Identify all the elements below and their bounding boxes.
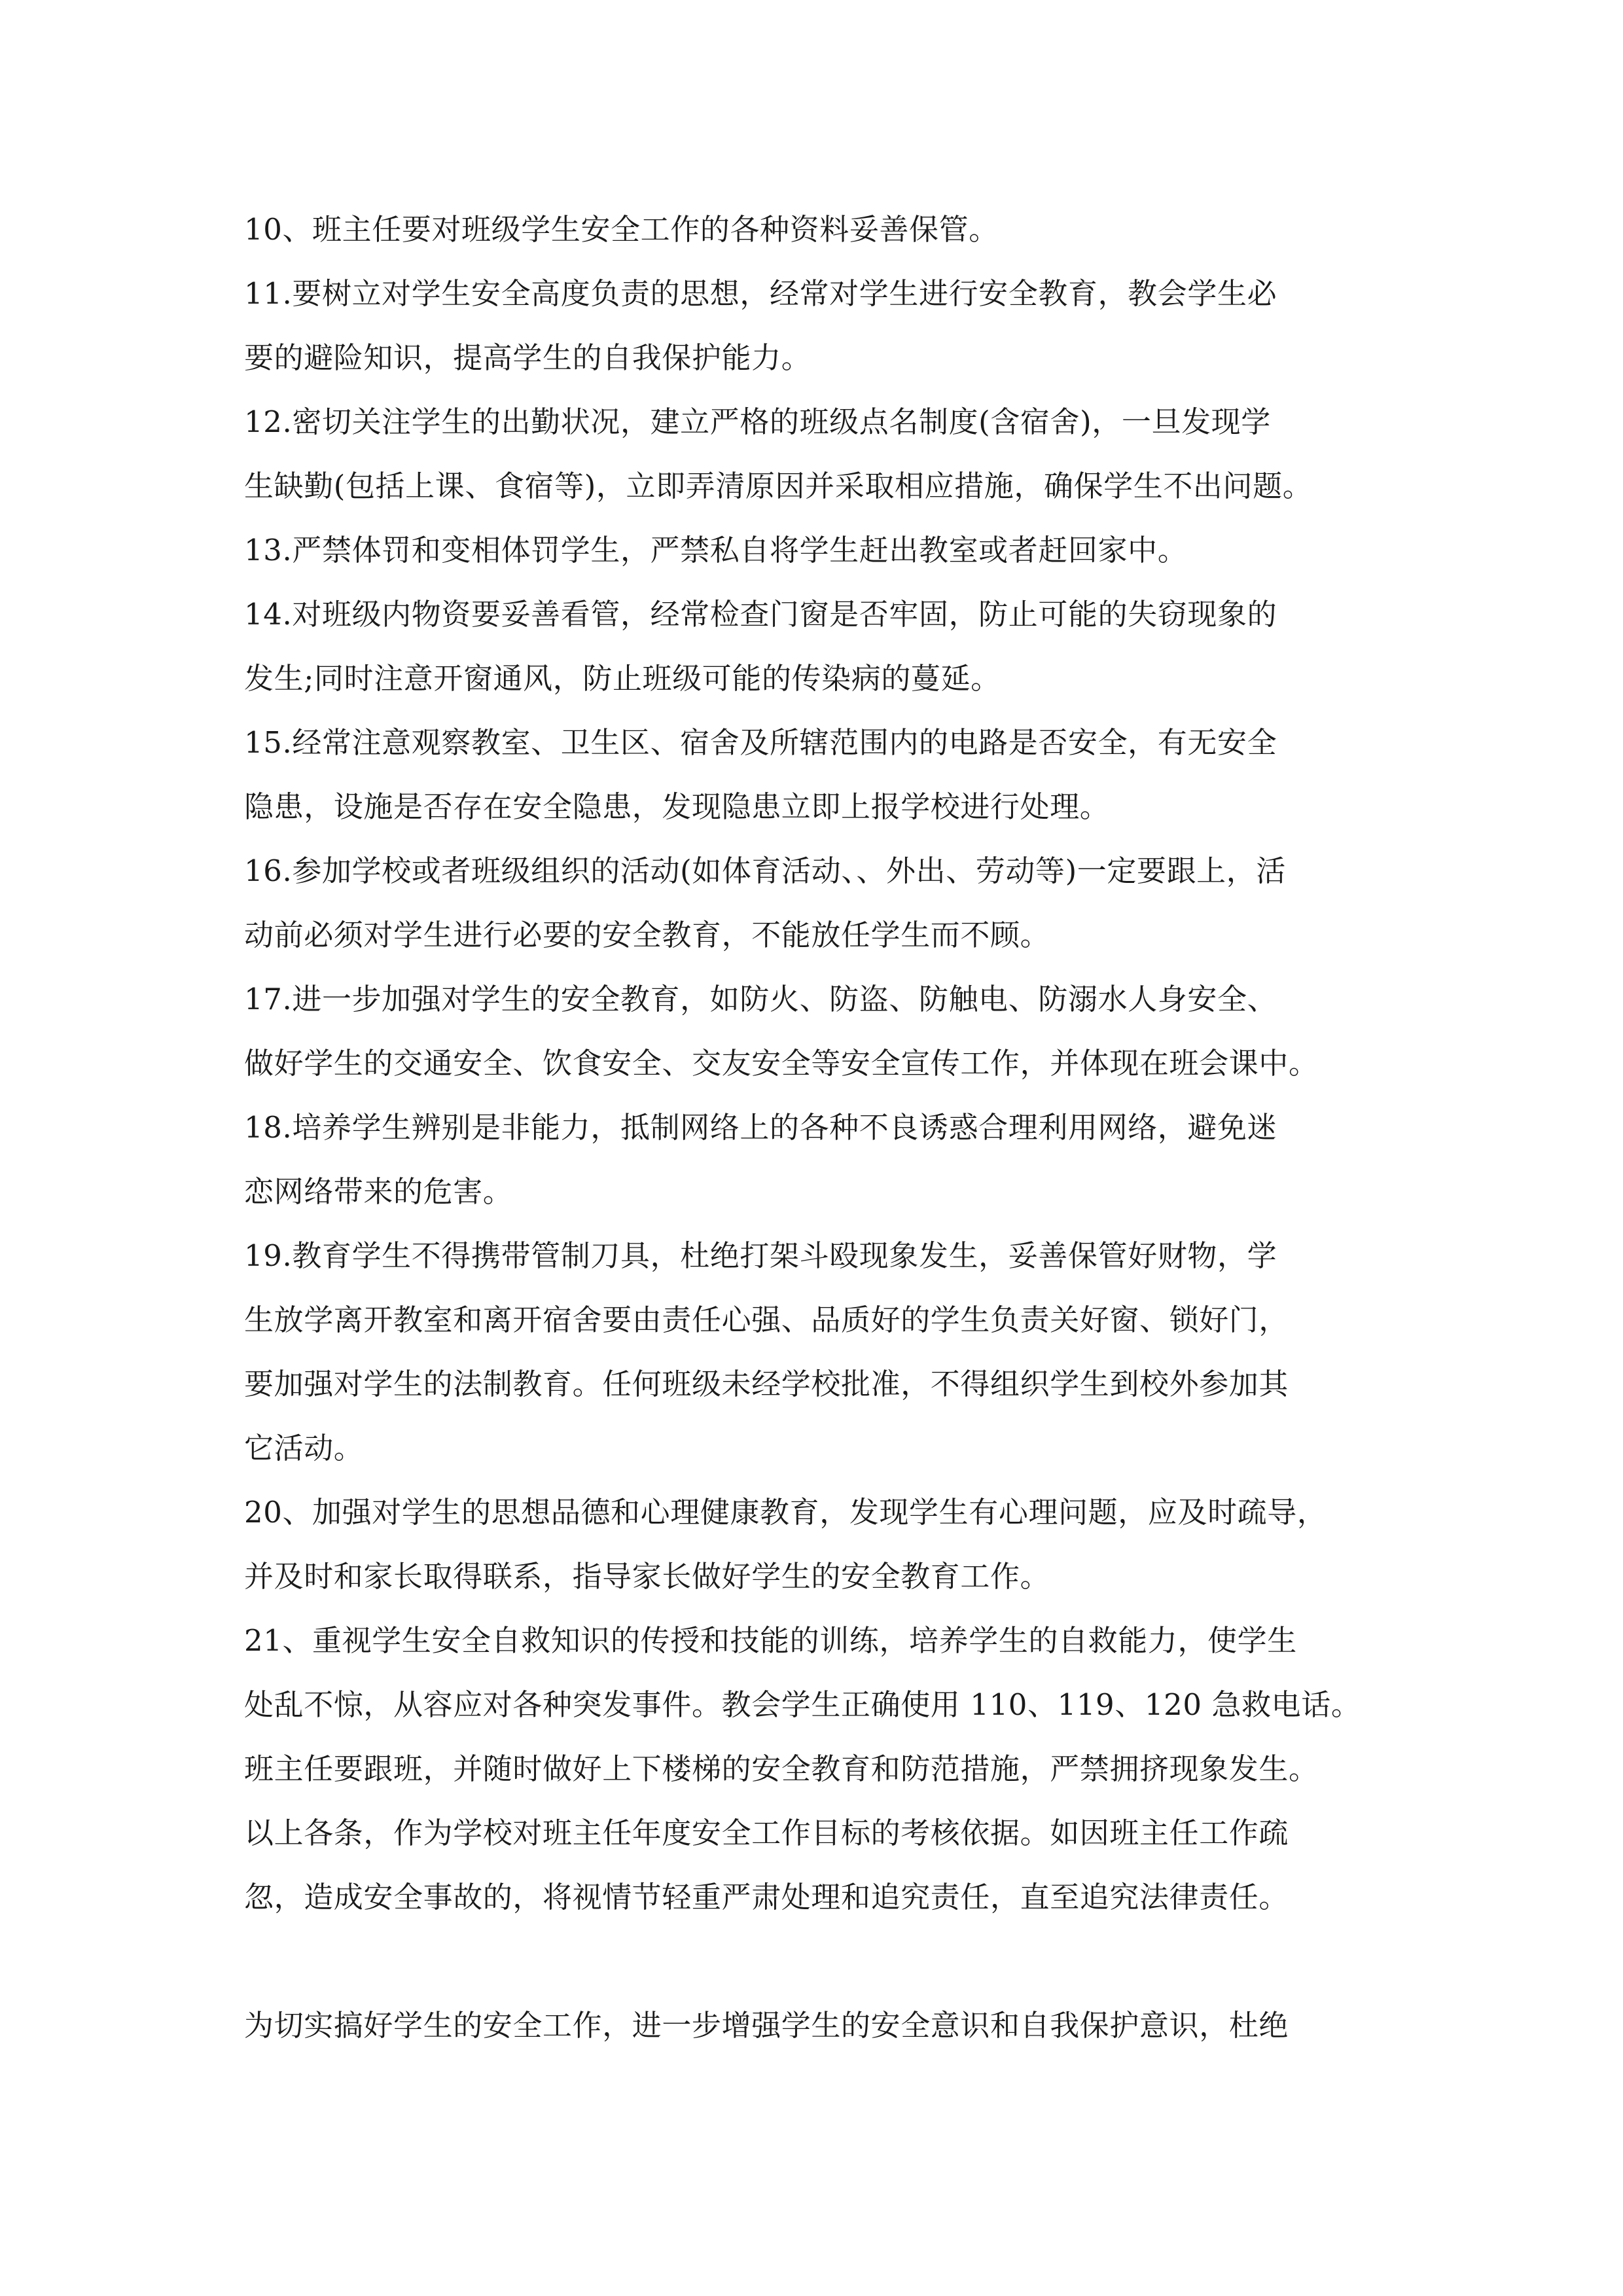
text-line: 21、重视学生安全自救知识的传授和技能的训练，培养学生的自救能力，使学生 bbox=[244, 1623, 1297, 1658]
text-line: 19.教育学生不得携带管制刀具，杜绝打架斗殴现象发生，妥善保管好财物，学 bbox=[244, 1238, 1277, 1273]
text-line: 发生;同时注意开窗通风，防止班级可能的传染病的蔓延。 bbox=[244, 661, 1001, 696]
text-line: 忽，造成安全事故的，将视情节轻重严肃处理和追究责任，直至追究法律责任。 bbox=[244, 1880, 1289, 1914]
text-line: 16.参加学校或者班级组织的活动(如体育活动、、外出、劳动等)一定要跟上，活 bbox=[244, 853, 1286, 888]
text-line: 班主任要跟班，并随时做好上下楼梯的安全教育和防范措施，严禁拥挤现象发生。 bbox=[244, 1751, 1319, 1786]
text-line: 做好学生的交通安全、饮食安全、交友安全等安全宣传工作，并体现在班会课中。 bbox=[244, 1046, 1319, 1081]
text-line: 生放学离开教室和离开宿舍要由责任心强、品质好的学生负责关好窗、锁好门， bbox=[244, 1302, 1289, 1337]
text-line: 14.对班级内物资要妥善看管，经常检查门窗是否牢固，防止可能的失窃现象的 bbox=[244, 597, 1277, 632]
text-line: 并及时和家长取得联系，指导家长做好学生的安全教育工作。 bbox=[244, 1559, 1050, 1594]
text-line: 17.进一步加强对学生的安全教育，如防火、防盗、防触电、防溺水人身安全、 bbox=[244, 982, 1277, 1016]
document-body bbox=[244, 198, 1386, 2058]
paragraph-gap bbox=[244, 1929, 1386, 1994]
text-line: 恋网络带来的危害。 bbox=[244, 1174, 513, 1209]
text-line: 11.要树立对学生安全高度负责的思想，经常对学生进行安全教育，教会学生必 bbox=[244, 276, 1277, 311]
text-line: 处乱不惊，从容应对各种突发事件。教会学生正确使用 110、119、120 急救电话。 bbox=[244, 1687, 1361, 1722]
text-line: 12.密切关注学生的出勤状况，建立严格的班级点名制度(含宿舍)，一旦发现学 bbox=[244, 404, 1271, 439]
text-line: 隐患，设施是否存在安全隐患，发现隐患立即上报学校进行处理。 bbox=[244, 789, 1110, 824]
text-line: 10、班主任要对班级学生安全工作的各种资料妥善保管。 bbox=[244, 212, 999, 247]
text-line: 为切实搞好学生的安全工作，进一步增强学生的安全意识和自我保护意识，杜绝 bbox=[244, 2008, 1289, 2043]
text-line: 20、加强对学生的思想品德和心理健康教育，发现学生有心理问题，应及时疏导， bbox=[244, 1495, 1327, 1530]
text-line: 动前必须对学生进行必要的安全教育，不能放任学生而不顾。 bbox=[244, 918, 1050, 952]
text-line: 要的避险知识，提高学生的自我保护能力。 bbox=[244, 340, 812, 375]
text-line: 18.培养学生辨别是非能力，抵制网络上的各种不良诱惑合理利用网络，避免迷 bbox=[244, 1110, 1277, 1145]
text-line: 它活动。 bbox=[244, 1431, 364, 1465]
text-line: 生缺勤(包括上课、食宿等)，立即弄清原因并采取相应措施，确保学生不出问题。 bbox=[244, 469, 1313, 503]
text-line: 要加强对学生的法制教育。任何班级未经学校批准，不得组织学生到校外参加其 bbox=[244, 1367, 1289, 1401]
text-line: 以上各条，作为学校对班主任年度安全工作目标的考核依据。如因班主任工作疏 bbox=[244, 1816, 1289, 1850]
text-line: 15.经常注意观察教室、卫生区、宿舍及所辖范围内的电路是否安全，有无安全 bbox=[244, 725, 1277, 760]
text-line: 13.严禁体罚和变相体罚学生，严禁私自将学生赶出教室或者赶回家中。 bbox=[244, 533, 1188, 567]
